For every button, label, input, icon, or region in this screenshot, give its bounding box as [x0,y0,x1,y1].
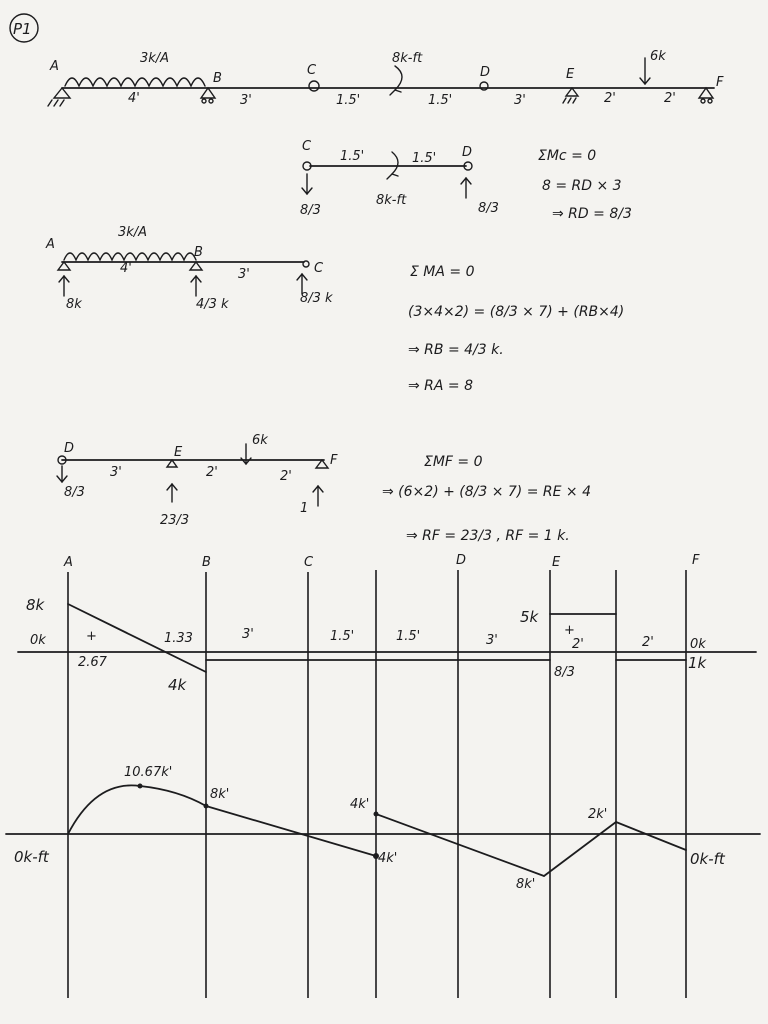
page-tag [10,14,38,42]
moment-line-e-peak [544,822,616,876]
moment-curve-ab [68,785,206,834]
eq-abc-2: (3×4×2) = (8/3 × 7) + (RB×4) [408,304,625,320]
svg-text:4/3 k: 4/3 k [196,297,229,312]
svg-text:2': 2' [280,469,292,484]
node-e: E [566,67,575,82]
span-p-f: 2' [664,91,676,106]
column-labels [63,553,700,570]
udl-load [65,78,205,86]
svg-text:10.67k': 10.67k' [124,765,173,780]
svg-text:8/3: 8/3 [300,203,321,218]
fbd-def [57,433,591,544]
support-f [699,88,713,98]
svg-text:E: E [174,445,183,460]
svg-text:2.67: 2.67 [78,655,107,670]
svg-text:8/3: 8/3 [64,485,85,500]
svg-text:8/3: 8/3 [478,201,499,216]
eq-def-1: ΣMF = 0 [424,454,483,470]
svg-text:C: C [314,261,324,276]
eq-abc-4: ⇒ RA = 8 [408,378,474,394]
node-c: C [307,63,317,78]
svg-text:0k: 0k [690,637,706,652]
node-f: F [716,75,724,90]
svg-text:8/3 k: 8/3 k [300,291,333,306]
svg-text:1: 1 [300,501,309,516]
guide-lines [68,570,686,998]
svg-text:8k: 8k [26,596,45,614]
svg-text:8k-ft: 8k-ft [376,193,407,208]
svg-text:A: A [64,555,73,570]
svg-text:8/3: 8/3 [554,665,575,680]
svg-text:3': 3' [486,633,498,648]
span-m-d: 1.5' [428,93,453,108]
svg-text:B: B [194,245,203,260]
span-de: 3' [514,93,526,108]
svg-text:1k: 1k [688,654,707,672]
support-e [566,88,578,96]
svg-text:2k': 2k' [588,807,608,822]
moment-line-peak-f [616,822,686,850]
svg-text:F: F [692,553,700,568]
svg-text:4k: 4k [168,676,187,694]
svg-text:B: B [202,555,211,570]
svg-text:2': 2' [642,635,654,650]
svg-text:2': 2' [572,637,584,652]
shear-diagram [18,596,756,694]
svg-text:4k': 4k' [378,851,398,866]
svg-text:3': 3' [110,465,122,480]
svg-text:23/3: 23/3 [160,513,190,528]
fbd-cd [300,139,632,222]
svg-text:D: D [456,553,467,568]
svg-text:0k-ft: 0k-ft [690,850,725,868]
moment-line-de [376,814,544,876]
span-ab: 4' [128,91,140,106]
eq-abc-3: ⇒ RB = 4/3 k. [408,342,504,358]
moment-diagram [6,765,760,892]
support-b [201,88,215,98]
svg-text:C: C [302,139,312,154]
eq-cd-2: 8 = RD × 3 [542,178,622,194]
svg-text:0k: 0k [30,633,46,648]
fbd-abc [45,225,624,394]
svg-text:C: C [304,555,314,570]
udl-label: 3k/A [140,51,170,66]
svg-text:3': 3' [242,627,254,642]
node-b: B [213,71,222,86]
svg-text:D: D [462,145,473,160]
page-tag-text: P1 [13,20,32,38]
node-a: A [50,59,59,74]
svg-text:D: D [64,441,75,456]
eq-cd-3: ⇒ RD = 8/3 [552,206,632,222]
svg-text:1.5': 1.5' [330,629,355,644]
moment-load [395,66,402,90]
span-c-m: 1.5' [336,93,361,108]
svg-text:6k: 6k [252,433,268,448]
svg-text:1.5': 1.5' [396,629,421,644]
span-bc: 3' [240,93,252,108]
svg-text:3k/A: 3k/A [118,225,148,240]
svg-text:8k': 8k' [516,877,536,892]
hinge-c [309,81,319,91]
eq-cd-1: ΣMc = 0 [538,148,597,164]
svg-text:2': 2' [206,465,218,480]
main-beam [48,49,724,108]
svg-text:E: E [552,555,561,570]
span-e-p: 2' [604,91,616,106]
moment-line-bc [206,806,376,856]
svg-text:F: F [330,453,338,468]
svg-text:4': 4' [120,261,132,276]
svg-text:5k: 5k [520,608,539,626]
eq-abc-1: Σ MA = 0 [410,264,475,280]
eq-def-3: ⇒ RF = 23/3 , RF = 1 k. [406,528,570,544]
svg-text:A: A [46,237,55,252]
node-d: D [480,65,491,80]
svg-text:4k': 4k' [350,797,370,812]
support-a [54,88,70,98]
svg-text:8k': 8k' [210,787,230,802]
svg-text:+: + [564,623,575,638]
svg-text:3': 3' [238,267,250,282]
svg-text:0k-ft: 0k-ft [14,848,49,866]
svg-text:8k: 8k [66,297,82,312]
svg-text:1.33: 1.33 [164,631,193,646]
eq-def-2: ⇒ (6×2) + (8/3 × 7) = RE × 4 [382,484,592,500]
svg-text:1.5': 1.5' [340,149,365,164]
svg-text:1.5': 1.5' [412,151,437,166]
point-load-label: 6k [650,49,666,64]
moment-label: 8k-ft [392,51,423,66]
svg-text:+: + [86,629,97,644]
